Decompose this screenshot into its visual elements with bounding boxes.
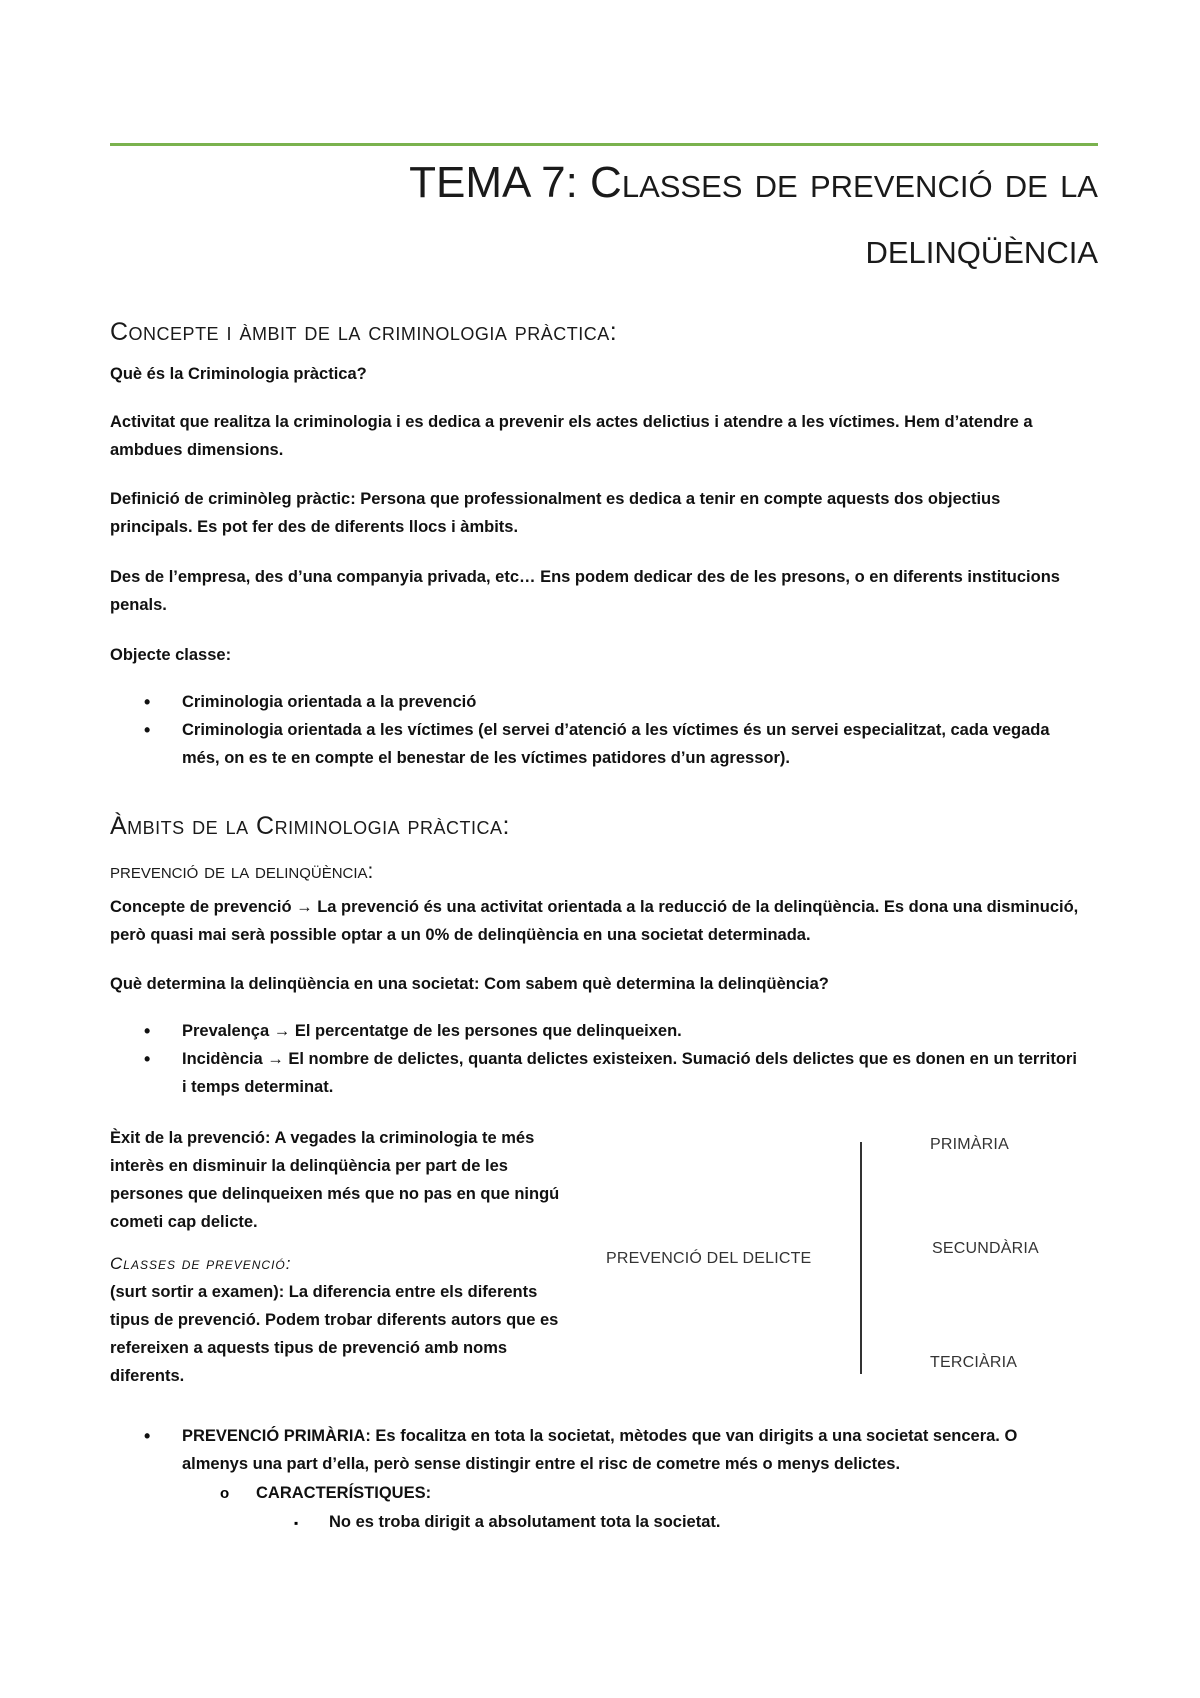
section-heading-concepte: Concepte i àmbit de la criminologia pràctica: <box>110 318 618 346</box>
section-heading-ambits: Àmbits de la Criminologia pràctica: <box>110 812 511 840</box>
caracteristiques-label: CARACTERÍSTIQUES: <box>256 1484 432 1502</box>
page-title <box>198 150 1098 282</box>
classes-label: Classes de prevenció: <box>110 1254 292 1273</box>
list-item: • Criminologia orientada a les víctimes (el servei d’atenció a les víctimes és un servei especialitzat, cada vegada més, on es te en compte el benestar de les víctimes patidores d’un agressor). <box>110 716 1085 772</box>
list-item: • Incidència → El nombre de delictes, quanta delictes existeixen. Sumació dels delictes que es donen en un territori i temps determinat. <box>110 1045 1085 1101</box>
exit-paragraph: Èxit de la prevenció: A vegades la criminologia te més interès en disminuir la delinqüència per part de les persones que delinqueixen més que no pas en que ningú cometi cap delicte. <box>110 1129 560 1231</box>
paragraph-concepte-prevencio: Concepte de prevenció → La prevenció és una activitat orientada a la reducció de la delinqüència. Es dona una disminució, però quasi mai serà possible optar a un 0% de delinqüència en una societat determinada. <box>110 898 1079 944</box>
list-item: • Prevalença → El percentatge de les persones que delinqueixen. <box>110 1017 1085 1045</box>
exit-column <box>110 1124 565 1390</box>
classes-paragraph: (surt sortir a examen): La diferencia entre els diferents tipus de prevenció. Podem trobar diferents autors que es refereixen a aquests tipus de prevenció amb noms diferents. <box>110 1283 559 1385</box>
paragraph-activitat: Activitat que realitza la criminologia i es dedica a prevenir els actes delictius i atendre a les víctimes. Hem d’atendre a ambdues dimensions. <box>110 413 1033 459</box>
prevencio-diagram <box>600 1128 1100 1388</box>
objecte-label: Objecte classe: <box>110 646 232 664</box>
sub-list-marker: o <box>220 1485 230 1502</box>
question-criminologia: Què és la Criminologia pràctica? <box>110 365 367 383</box>
title-lead: TEMA 7: <box>409 158 591 207</box>
diagram-divider <box>860 1142 862 1374</box>
question-delinquencia: Què determina la delinqüència en una societat: Com sabem què determina la delinqüència? <box>110 975 829 993</box>
subheading-prevencio: prevenció de la delinqüència: <box>110 860 374 883</box>
diagram-branch-primaria: PRIMÀRIA <box>930 1136 1009 1153</box>
primaria-bullet-list <box>110 1422 1085 1478</box>
diagram-branch-terciaria: TERCIÀRIA <box>930 1354 1018 1371</box>
caracteristiques-item: No es troba dirigit a absolutament tota la societat. <box>329 1513 721 1531</box>
title-rest-1: Classes de prevenció de la <box>590 158 1098 207</box>
prevalenca-bullet-list <box>110 1017 1085 1101</box>
paragraph-definicio: Definició de criminòleg pràctic: Persona que professionalment es dedica a tenir en compte aquests dos objectius principals. Es pot fer des de diferents llocs i àmbits. <box>110 490 1001 536</box>
diagram-center-label: PREVENCIÓ DEL DELICTE <box>606 1250 812 1267</box>
diagram-branch-secundaria: SECUNDÀRIA <box>932 1240 1039 1257</box>
sub-sub-list-marker: ▪ <box>294 1516 299 1530</box>
objecte-bullet-list <box>110 688 1085 772</box>
list-item: • PREVENCIÓ PRIMÀRIA: Es focalitza en tota la societat, mètodes que van dirigits a una societat sencera. O almenys una part d’ella, però sense distingir entre el risc de cometre més o menys delictes. <box>110 1422 1085 1478</box>
title-rule <box>110 143 1098 146</box>
title-line-1 <box>198 150 1098 216</box>
title-line-2: delinqüència <box>865 224 1098 273</box>
list-item: • Criminologia orientada a la prevenció <box>110 688 1085 716</box>
paragraph-empresa: Des de l’empresa, des d’una companyia privada, etc… Ens podem dedicar des de les presons, o en diferents institucions penals. <box>110 568 1060 614</box>
